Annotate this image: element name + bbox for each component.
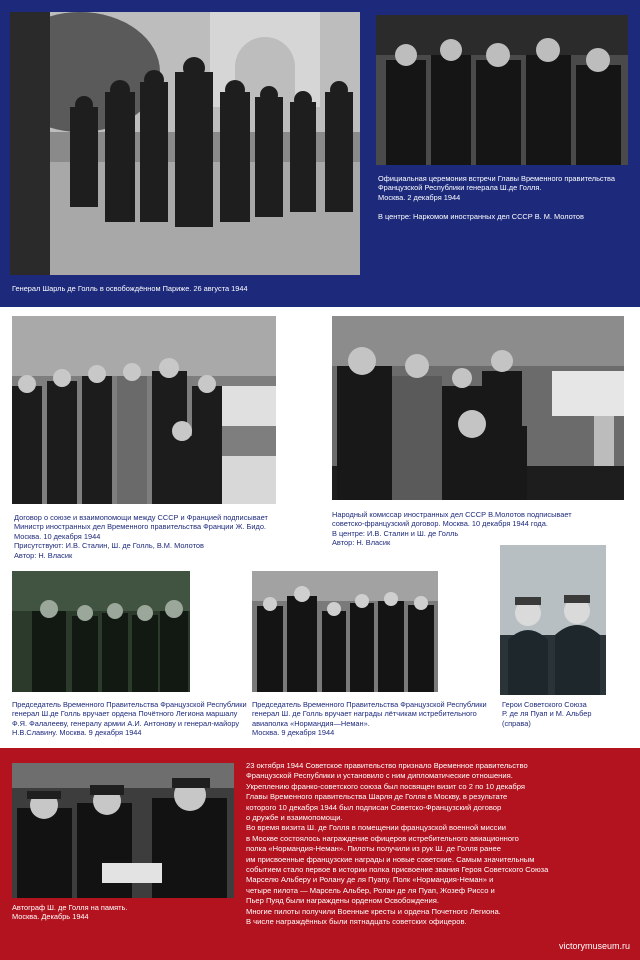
photo-moscow-station <box>376 15 628 165</box>
photo-signing-2 <box>332 316 624 500</box>
photo-heroes <box>500 545 606 695</box>
caption-paris: Генерал Шарль де Голль в освобождённом Париже. 26 августа 1944 <box>12 284 248 293</box>
caption-signing-1: Договор о союзе и взаимопомощи между СССР и Францией подписывает Министр иностранных дел Временного правительства Франции Ж. Бидо. Москва. 10 декабря 1944 Присутствуют: И.В. Сталин, Ш. де Голль, В.М. Молотов Автор: Н. Власик <box>14 513 268 560</box>
photo-normandie-niemen <box>252 571 438 692</box>
photo-paris <box>10 12 360 275</box>
story-text: 23 октября 1944 Советское правительство признало Временное правительство Французской Республики и установило с ним дипломатические отношения. Укреплению франко-советского союза был посвящен визит со 2 по 10 декабря Главы Временного правительства Шарля де Голля в Москву, в результате которого 10 декабря 1944 был подписан Советско-Французский договор о дружбе и взаимопомощи. Во время визита Ш. де Голля в помещении французской военной миссии в Москве состоялось награждение офицеров истребительного авиационного полка «Нормандия-Неман». Пилоты получили из рук Ш. де Голля ранее им присвоенные французские награды и новые советские. Самым значительным событием стало первое в истории полка присвоение звания Героя Советского Союза Марселю Альберу и Ролану де ля Пуапу. Полк «Нормандия-Неман» и четыре пилота — Марсель Альбер, Ролан де ля Пуап, Жозеф Риссо и Пьер Пуяд были награждены орденом Освобождения. Многие пилоты получили Военные кресты и ордена Почетного Легиона. В числе награждённых были пятнадцать советских офицеров. <box>246 761 549 927</box>
photo-signing-1 <box>12 316 276 504</box>
caption-autograph: Автограф Ш. де Голля на память. Москва. Декабрь 1944 <box>12 903 128 922</box>
caption-moscow-station: Официальная церемония встречи Главы Временного правительства Французской Республики генерала Ш.де Голля. Москва. 2 декабря 1944 В центре: Наркомом иностранных дел СССР В. М. Молотов <box>378 174 615 221</box>
caption-heroes: Герои Советского Союза Р. де ля Пуап и М. Альбер (справа) <box>502 700 592 728</box>
site-link[interactable]: victorymuseum.ru <box>558 941 630 951</box>
photo-autograph <box>12 763 234 898</box>
caption-signing-2: Народный комиссар иностранных дел СССР В.Молотов подписывает советско-французский договор. Москва. 10 декабря 1944 года. В центре: И.В. Сталин и Ш. де Голль Автор: Н. Власик <box>332 510 572 548</box>
caption-legion-honor: Председатель Временного Правительства Французской Республики генерал Ш.де Голль вручает ордена Почётного Легиона маршалу Ф.Я. Фалалееву, генералу армии А.И. Антонову и генерал-майору Н.В.Славину. Москва. 9 декабря 1944 <box>12 700 247 738</box>
photo-legion-honor <box>12 571 190 692</box>
caption-normandie-niemen: Председатель Временного Правительства Французской Республики генерал Ш. де Голль вручает награды лётчикам истребительного авиаполка «Нормандия—Неман». Москва. 9 декабря 1944 <box>252 700 487 738</box>
